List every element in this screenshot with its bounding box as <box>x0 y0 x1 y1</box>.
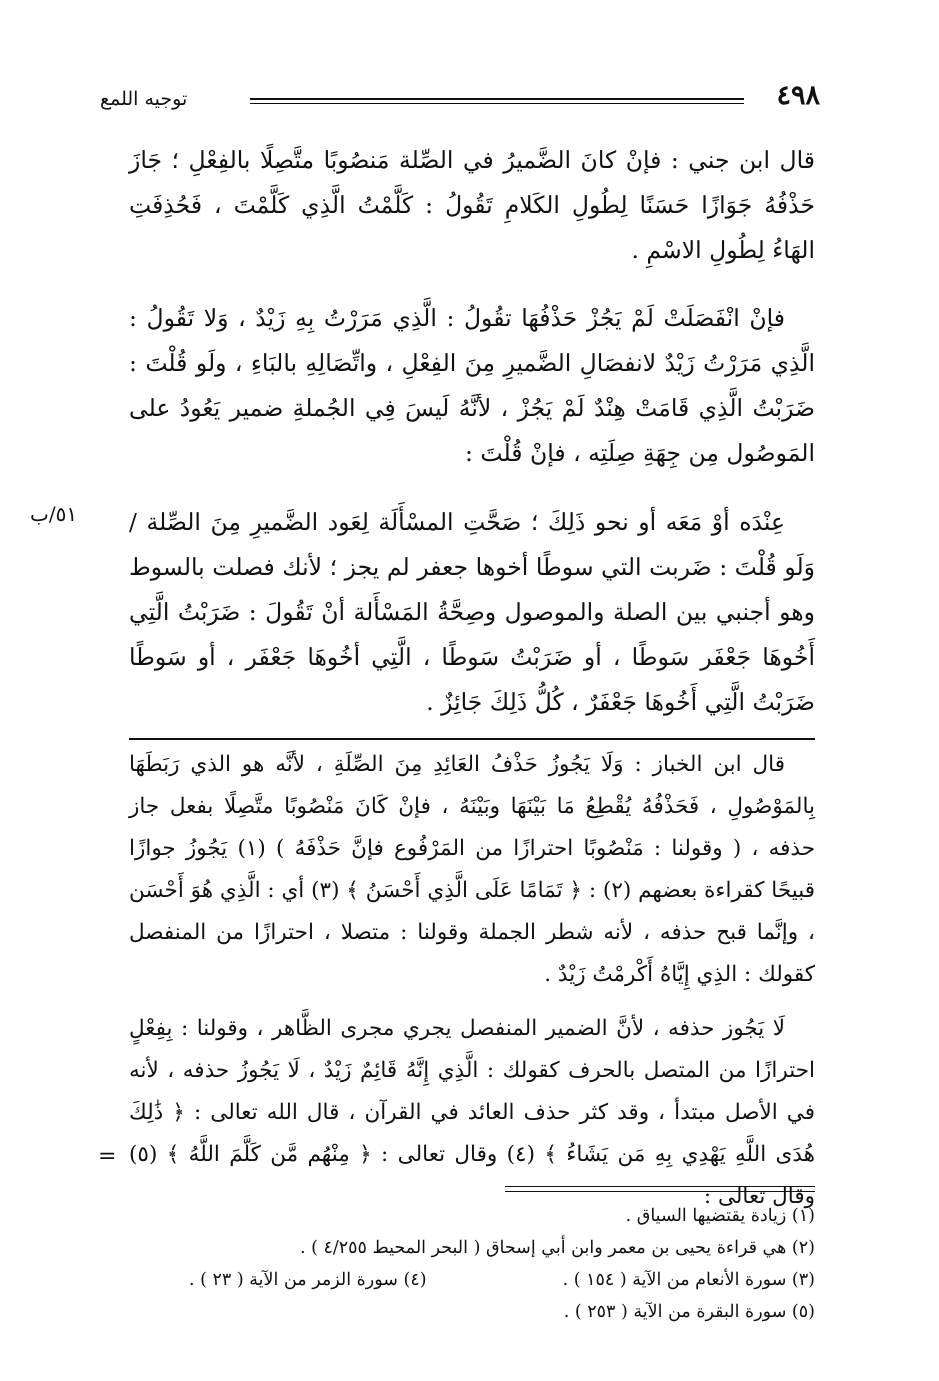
paragraph-5-text: لَا يَجُوز حذفه ، لأنَّ الضمير المنفصل يجري مجرى الظَّاهر ، وقولنا : بِفِعْلٍ احترازًا من المتصل بالحرف كقولك : الَّذِي إِنَّهُ قَائِمٌ زَيْدٌ ، لَا يَجُوزُ حذفه ، لأنه في الأصل مبتدأ ، وقد كثر حذف العائد في القرآن ، قال الله تعالى : ﴿ ذَٰلِكَ هُدَى اللَّهِ يَهْدِي بِهِ مَن يَشَاءُ ﴾ (٤) وقال تعالى : ﴿ مِنْهُم مَّن كَلَّمَ اللَّهُ ﴾ (٥) وقال تعالى : <box>129 1016 815 1209</box>
paragraph-4 <box>129 744 815 996</box>
footnote-3: (٣) سورة الأنعام من الآية ( ١٥٤ ) . <box>562 1270 815 1290</box>
footnote-2: (٢) هي قراءة يحيى بن معمر وابن أبي إسحاق ( البحر المحيط ٤/٢٥٥ ) . <box>299 1238 815 1258</box>
paragraph-1-text: قال ابن جني : فإنْ كانَ الضَّميرُ في الصِّلة مَنصُوبًا متَّصِلًا بالفِعْلِ ؛ جَازَ حَذْفُهُ جَوَازًا حَسَنًا لِطُولِ الكَلامِ تَقُولُ : كَلَّمْتُ الَّذِي كَلَّمْتَ ، فَحُذِفَتِ الهَاءُ لِطُولِ الاسْمِ . <box>129 146 815 264</box>
running-title: توجيه اللمع <box>100 88 188 110</box>
footnotes <box>129 1200 815 1328</box>
margin-note: ٥١/ب <box>30 502 78 526</box>
footnote-rule-thin <box>505 1191 815 1192</box>
header-rule <box>250 98 744 100</box>
footnote-1: (١) زيادة يقتضيها السياق . <box>625 1206 815 1226</box>
paragraph-2 <box>129 296 815 476</box>
page-number: ٤٩٨ <box>776 80 820 111</box>
header-rule-thin <box>250 103 744 104</box>
paragraph-3 <box>129 500 815 725</box>
footnote-5: (٥) سورة البقرة من الآية ( ٢٥٣ ) . <box>563 1302 815 1322</box>
footnote-rule <box>505 1186 815 1187</box>
paragraph-4-text: قال ابن الخباز : وَلَا يَجُوزُ حَذْفُ العَائِدِ مِنَ الصِّلَةِ ، لأنَّه هو الذي رَبَطَهَا بِالمَوْصُولِ ، فَحَذْفُهُ يُقْطِعُ مَا بَيْنَهَا وبَيْنَهُ ، فإنْ كَانَ مَنْصُوبًا متَّصِلًا بفعل جاز حذفه ، ( وقولنا : مَنْصُوبًا احترازًا من المَرْفُوع فإنَّ حَذْفَهُ ) (١) يَجُوزُ جوازًا قبيحًا كقراءة بعضهم (٢) : ﴿ تَمَامًا عَلَى الَّذِي أَحْسَنُ ﴾ (٣) أي : الَّذِي هُوَ أَحْسَن ، وإنَّما قبح حذفه ، لأنه شطر الجملة وقولنا : متصلا ، احترازًا من المنفصل كقولك : الذِي إِيَّاهُ أَكْرمْتُ زَيْدٌ . <box>129 752 815 987</box>
paragraph-3-text: عِنْدَه أوْ مَعَه أو نحو ذَلِكَ ؛ صَحَّتِ المسْأَلَة لِعَود الضَّميرِ مِنَ الصِّلة / وَلَو قُلْتَ : ضَربت التي سوطًا أخوها جعفر لم يجز ؛ لأنك فصلت بالسوط وهو أجنبي بين الصلة والموصول وصِحَّةُ المَسْأَلة أنْ تَقُولَ : ضَرَبْتُ الَّتِي أَخُوهَا جَعْفَر سَوطًا ، أو ضَرَبْتُ سَوطًا ، الَّتِي أخُوهَا جَعْفَر ، أو سَوطًا ضَرَبْتُ الَّتِي أَخُوهَا جَعْفَرٌ ، كُلُّ ذَلِكَ جَائِزٌ . <box>129 508 815 716</box>
page-header <box>100 80 820 116</box>
paragraph-2-text: فإنْ انْفَصَلَتْ لَمْ يَجُزْ حَذْفُهَا تقُولُ : الَّذِي مَرَرْتُ بِهِ زَيْدٌ ، وَلا تَقُولُ : الَّذِي مَرَرْتُ زَيْدٌ لانفصَالِ الضَّميرِ مِنَ الفِعْلِ ، واتِّصَالِهِ بالبَاءِ ، ولَو قُلْتَ : ضَرَبْتُ الَّذِي قَامَتْ هِنْدٌ لَمْ يَجُزْ ، لأنَّهُ لَيسَ فِي الجُملةِ ضمير يَعُودُ على المَوصُول مِن جِهَةِ صِلَتِه ، فإنْ قُلْتَ : <box>129 304 815 467</box>
section-separator <box>129 738 815 740</box>
footnote-row-3-4 <box>129 1264 815 1296</box>
paragraph-1 <box>129 138 815 273</box>
footnote-4: (٤) سورة الزمر من الآية ( ٢٣ ) . <box>189 1270 427 1290</box>
continuation-mark: = <box>98 1144 117 1169</box>
